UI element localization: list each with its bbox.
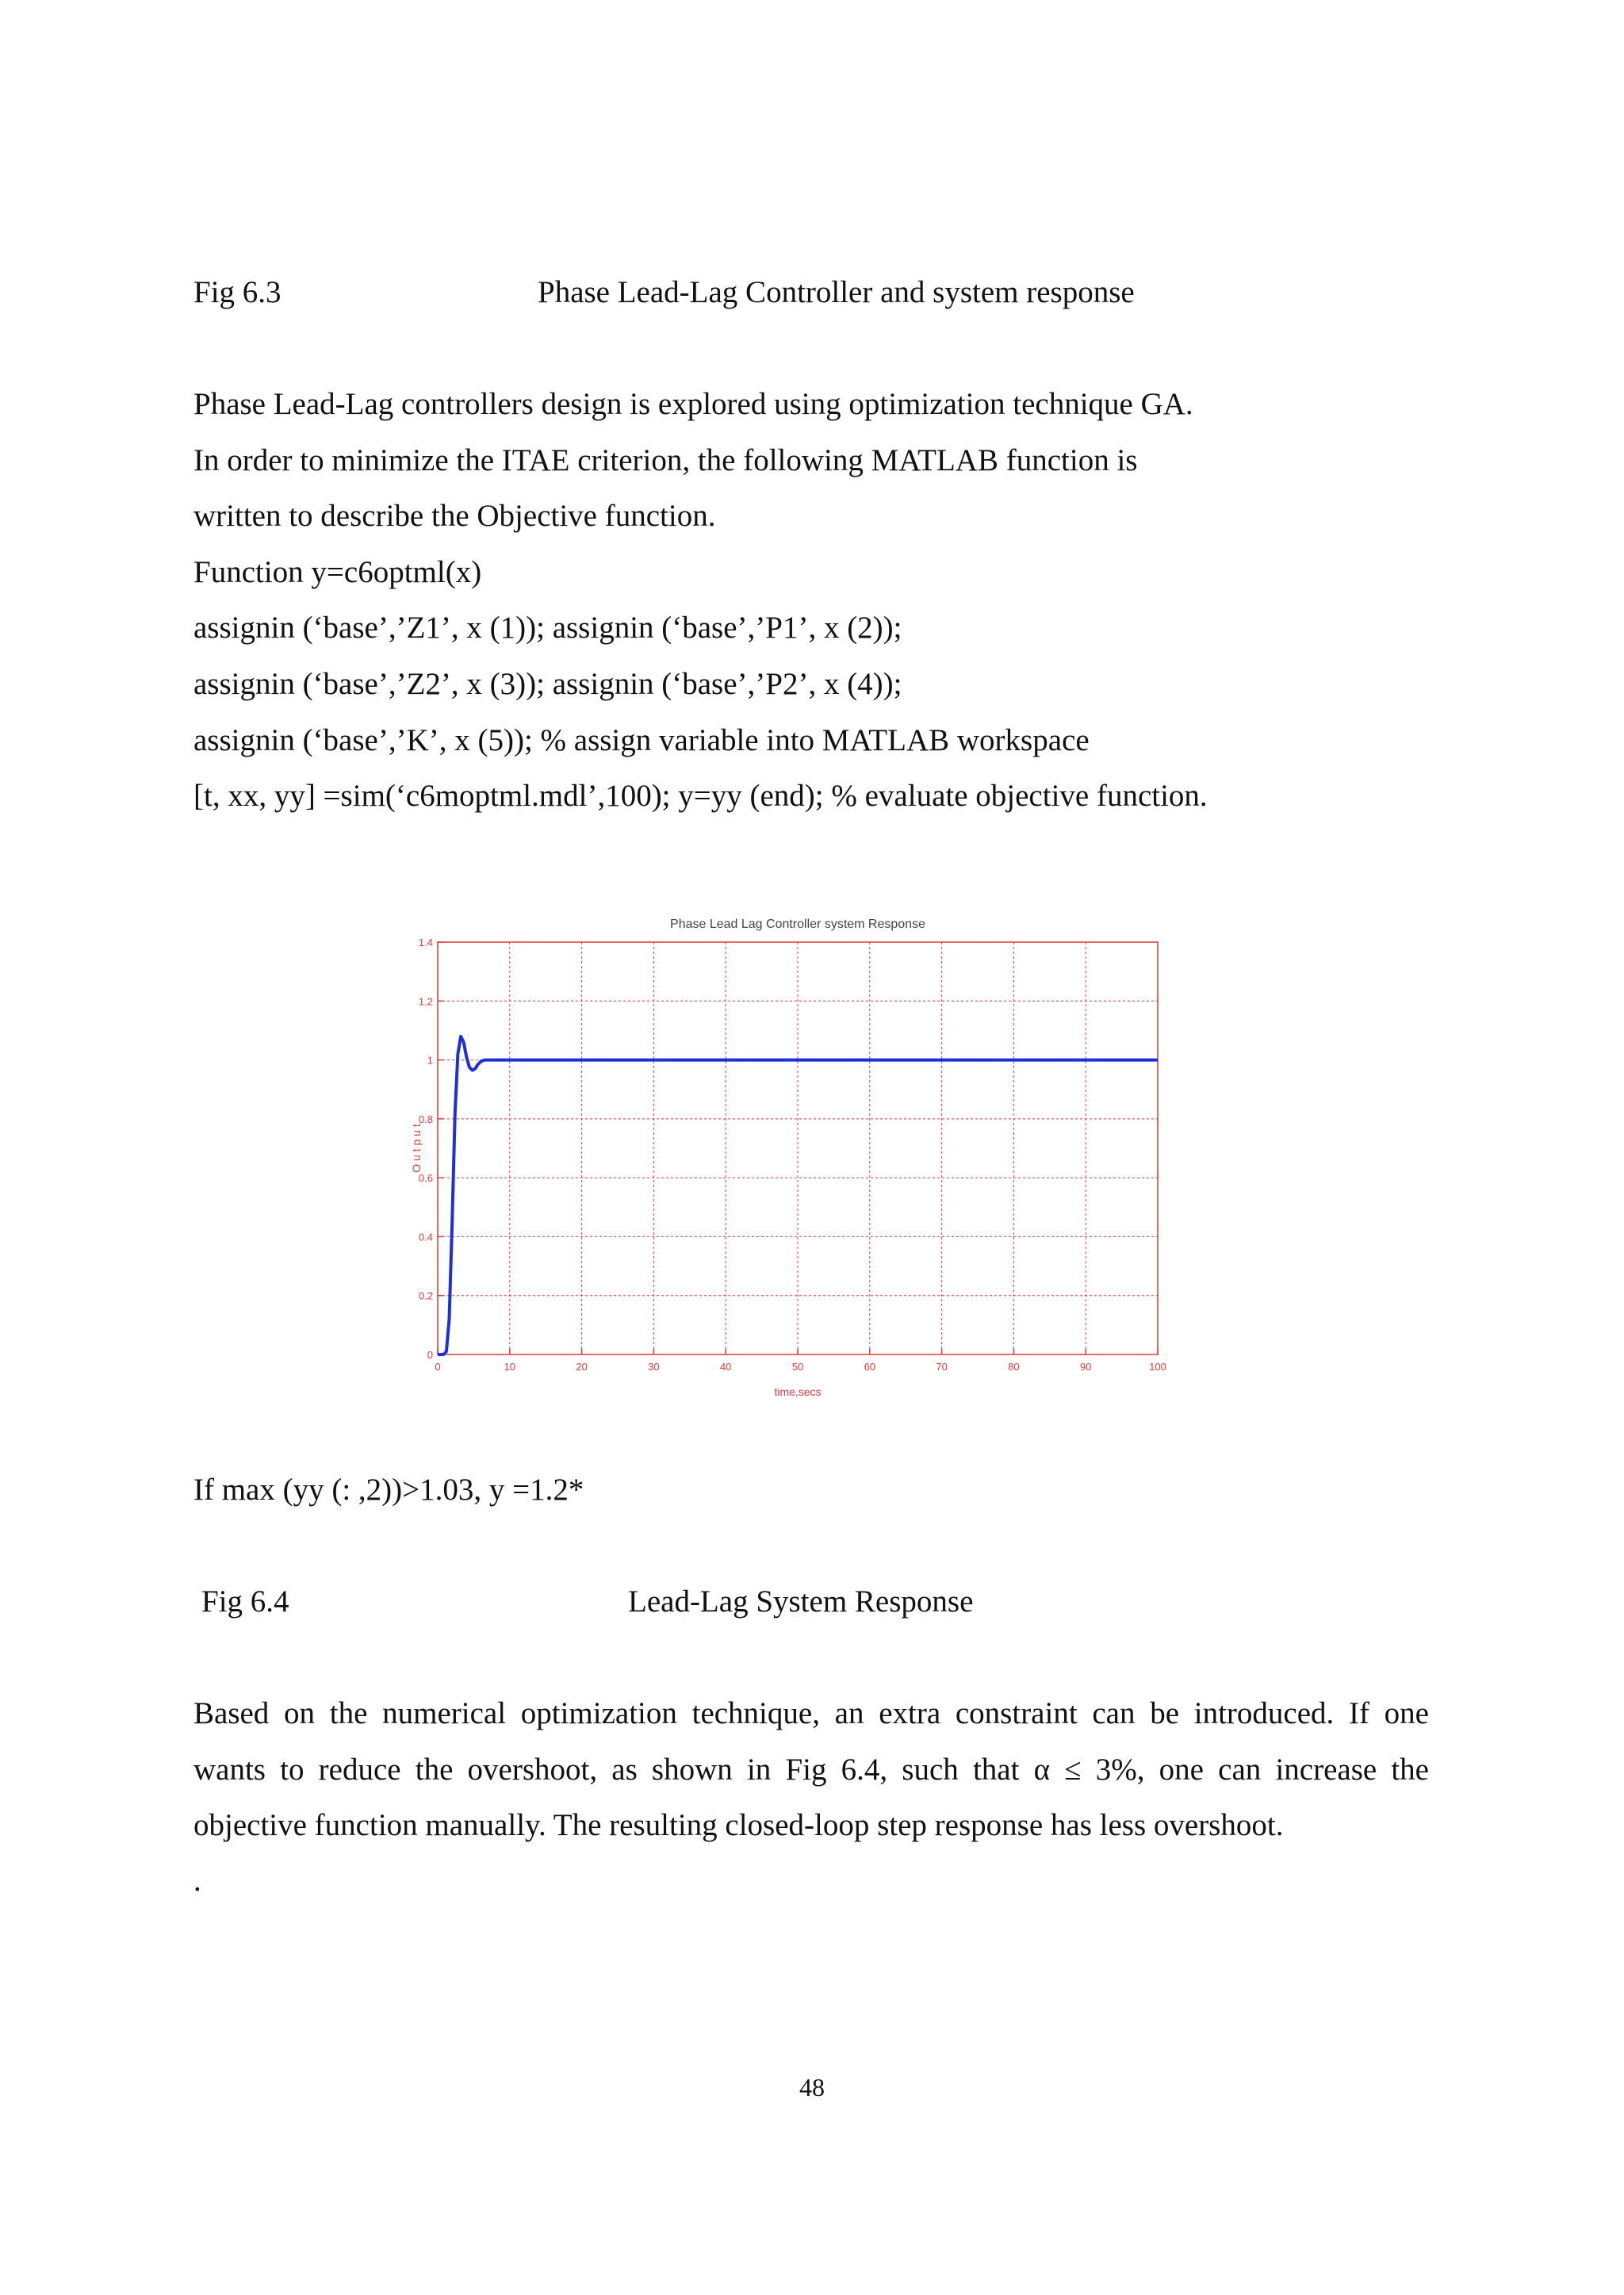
code-line: assignin (‘base’,’Z1’, x (1)); assignin (‘base’,’P1’, x (2)); <box>193 611 902 645</box>
y-tick-label: 0.8 <box>418 1113 433 1125</box>
paragraph2-line: Based on the numerical optimization technique, an extra constraint can be introduced. If one <box>193 1696 1429 1730</box>
paragraph2-line: wants to reduce the overshoot, as shown in Fig 6.4, such that α ≤ 3%, one can increase the <box>193 1753 1429 1787</box>
fig64-title: Lead-Lag System Response <box>628 1584 974 1619</box>
chart-ticks <box>419 937 1166 1373</box>
fig64-label: Fig 6.4 <box>201 1584 289 1619</box>
code-line: assignin (‘base’,’Z2’, x (3)); assignin (‘base’,’P2’, x (4)); <box>193 667 902 701</box>
x-tick-label: 90 <box>1079 1361 1092 1373</box>
paragraph1-line: In order to minimize the ITAE criterion, the following MATLAB function is <box>193 443 1138 477</box>
x-tick-label: 80 <box>1008 1361 1020 1373</box>
code-line: assignin (‘base’,’K’, x (5)); % assign variable into MATLAB workspace <box>193 723 1090 757</box>
paragraph1-line: Phase Lead-Lag controllers design is explored using optimization technique GA. <box>193 387 1193 421</box>
x-tick-label: 30 <box>648 1361 660 1373</box>
page-number: 48 <box>799 2073 825 2102</box>
y-tick-label: 1 <box>427 1054 433 1067</box>
x-tick-label: 50 <box>791 1361 804 1373</box>
fig63-label: Fig 6.3 <box>193 275 282 309</box>
y-tick-label: 0.4 <box>418 1231 433 1243</box>
x-tick-label: 0 <box>435 1361 441 1373</box>
chart-grid <box>438 942 1158 1354</box>
y-tick-label: 1.2 <box>418 995 433 1008</box>
paragraph1-line: written to describe the Objective function. <box>193 499 716 533</box>
step-response-chart <box>396 904 1189 1412</box>
y-tick-label: 1.4 <box>418 937 433 948</box>
y-tick-label: 0.2 <box>418 1289 433 1302</box>
condition-line: If max (yy (: ,2))>1.03, y =1.2* <box>193 1473 584 1507</box>
chart-ylabel: O u t p u t <box>410 1124 423 1173</box>
x-tick-label: 10 <box>504 1361 516 1373</box>
code-line: Function y=c6optml(x) <box>193 555 482 589</box>
code-line: [t, xx, yy] =sim(‘c6moptml.mdl’,100); y=yy (end); % evaluate objective function. <box>193 779 1208 813</box>
stray-dot: . <box>193 1864 201 1898</box>
x-tick-label: 60 <box>864 1361 876 1373</box>
x-tick-label: 40 <box>719 1361 732 1373</box>
y-tick-label: 0 <box>427 1349 433 1361</box>
x-tick-label: 100 <box>1149 1361 1166 1373</box>
chart-title: Phase Lead Lag Controller system Response <box>670 918 925 931</box>
chart-xlabel: time,secs <box>774 1385 822 1398</box>
fig63-title: Phase Lead-Lag Controller and system response <box>538 275 1135 309</box>
x-tick-label: 20 <box>576 1361 588 1373</box>
x-tick-label: 70 <box>936 1361 948 1373</box>
paragraph2-line: objective function manually. The resulting closed-loop step response has less overshoot. <box>193 1808 1284 1842</box>
y-tick-label: 0.6 <box>418 1172 433 1185</box>
